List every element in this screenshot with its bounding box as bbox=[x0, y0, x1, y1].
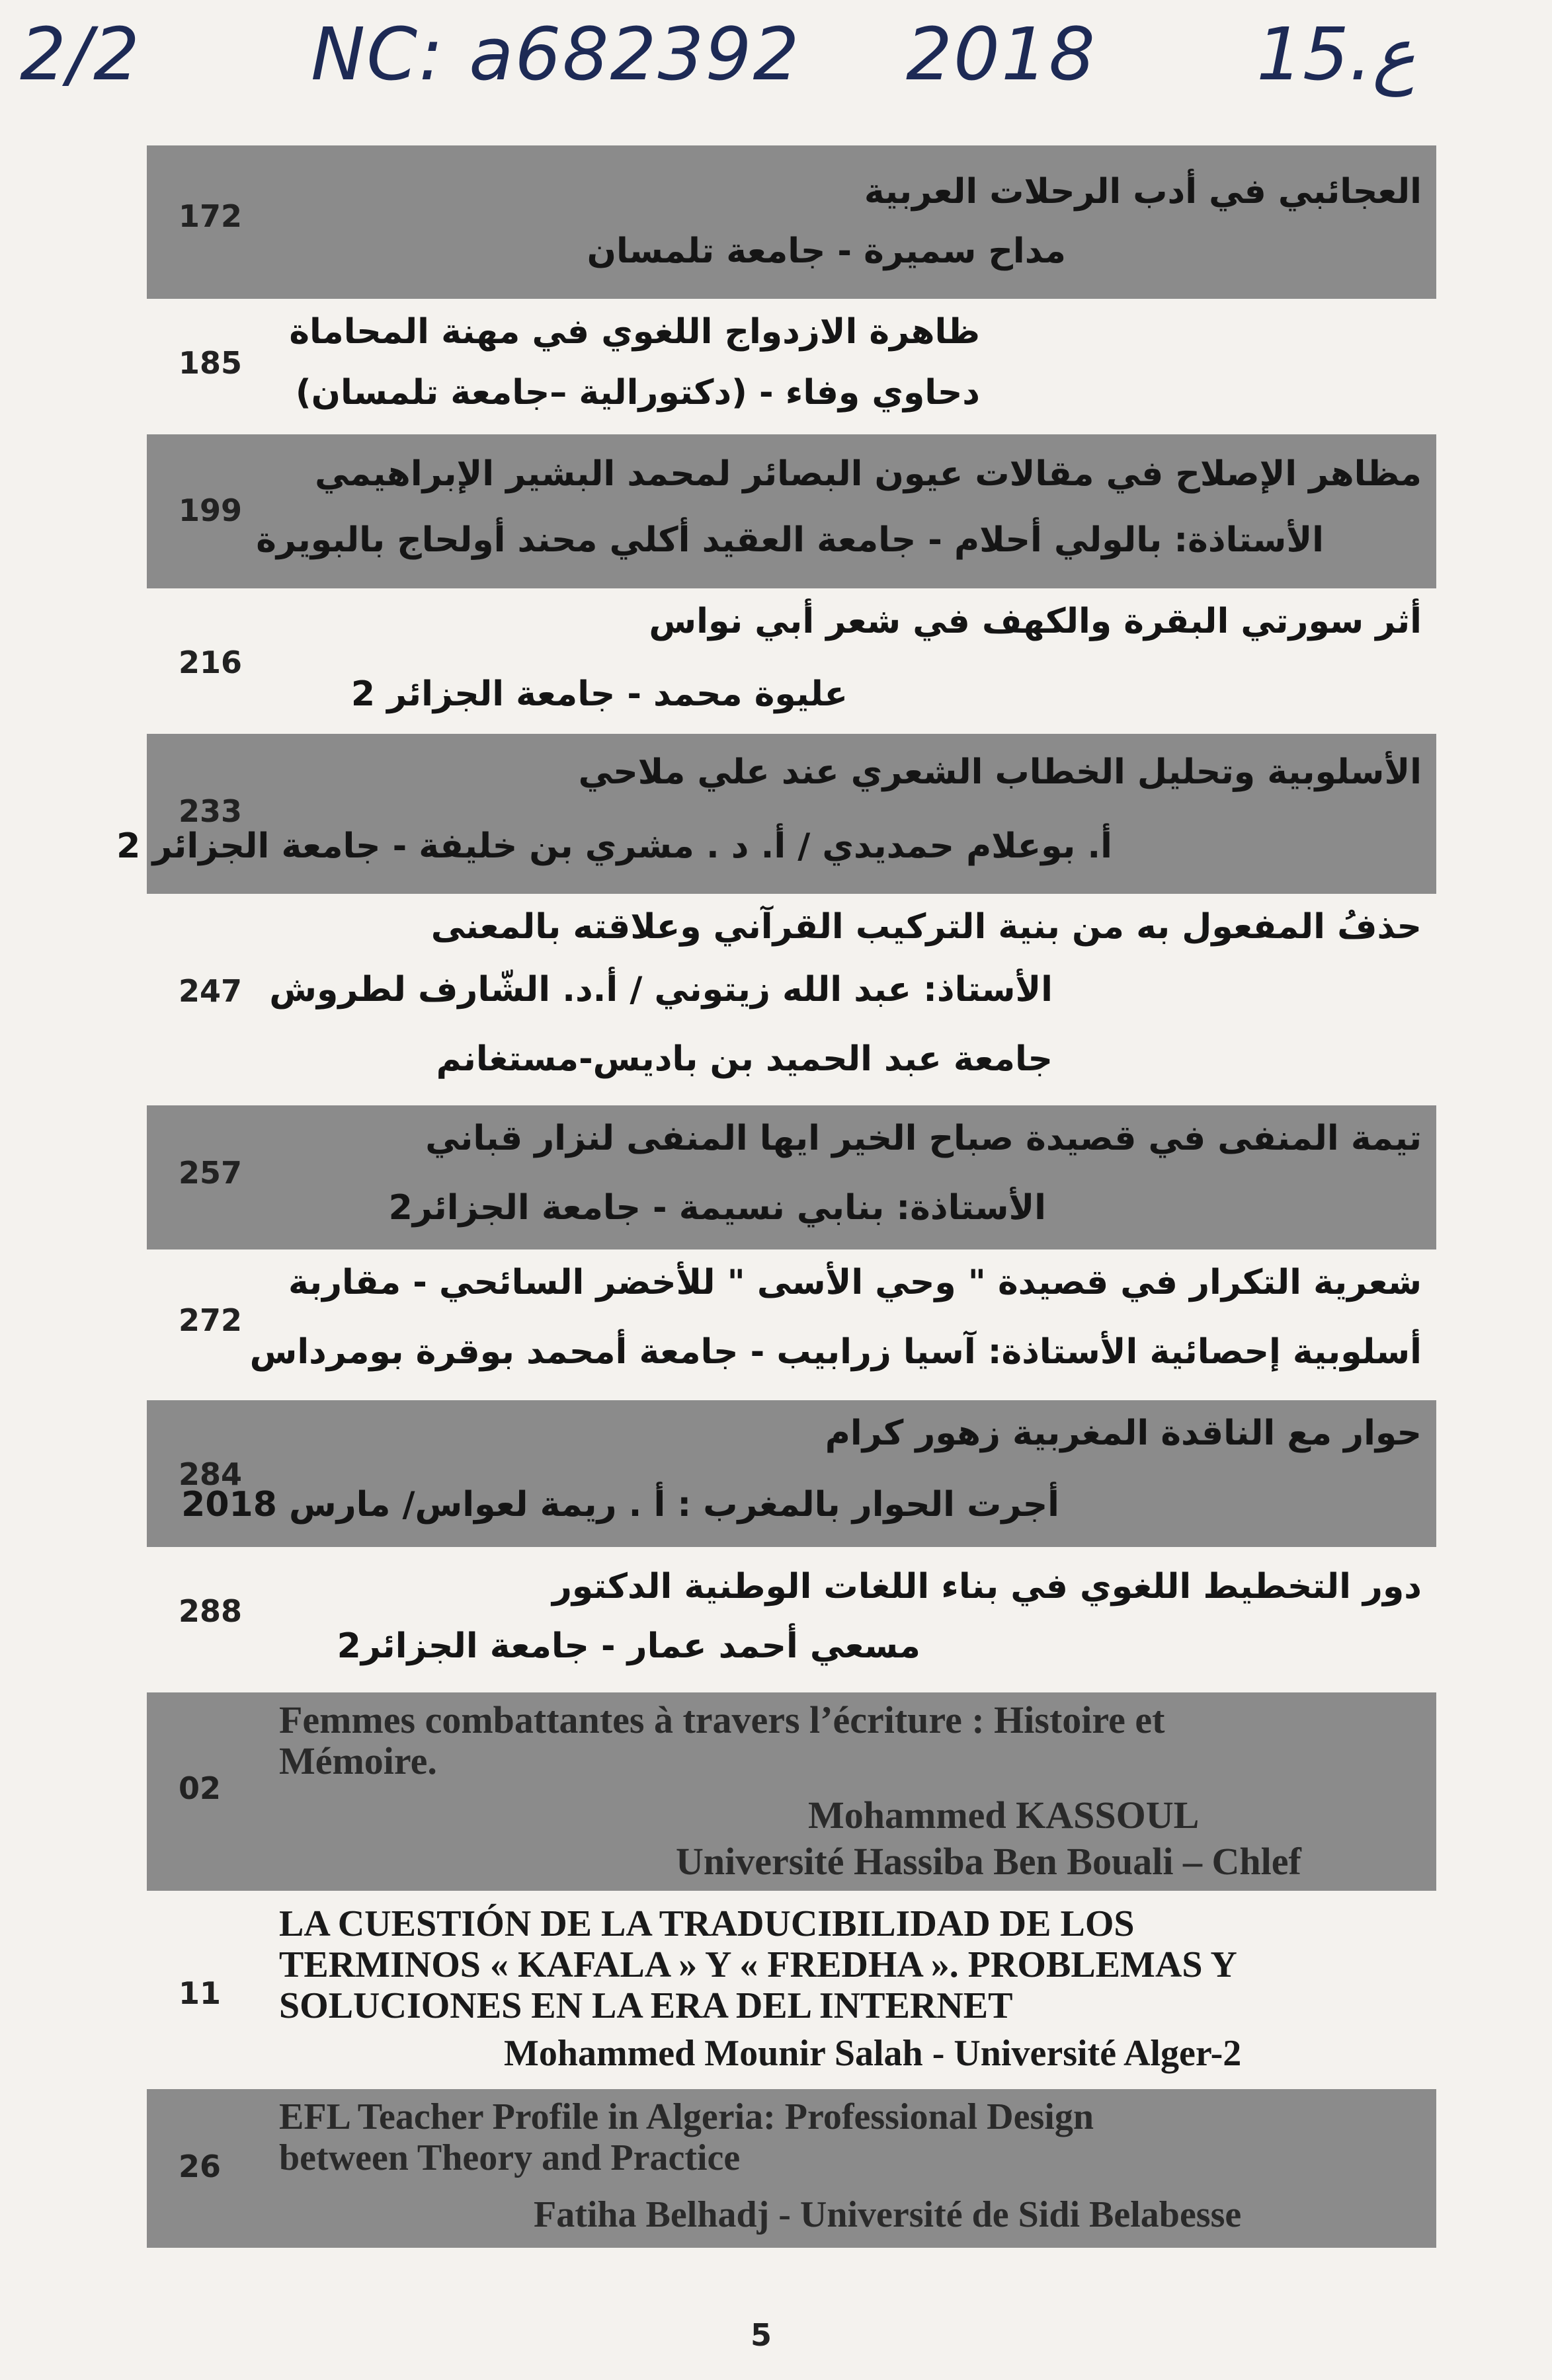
toc-entry bbox=[147, 299, 1436, 434]
page-ref: 216 bbox=[179, 645, 243, 680]
entry-author: مداح سميرة - جامعة تلمسان bbox=[587, 231, 1066, 271]
page-ref: 199 bbox=[179, 493, 243, 528]
entry-author: أ. بوعلام حمديدي / أ. د . مشري بن خليفة - جامعة الجزائر 2 bbox=[116, 826, 1112, 866]
toc-entry bbox=[147, 588, 1436, 734]
entry-title: ظاهرة الازدواج اللغوي في مهنة المحاماة bbox=[289, 312, 980, 352]
entry-title: شعرية التكرار في قصيدة " وحي الأسى " للأخضر السائحي - مقاربة bbox=[288, 1263, 1422, 1302]
toc-entry bbox=[147, 434, 1436, 588]
entry-author: أسلوبية إحصائية الأستاذة: آسيا زرابيب - جامعة أمحمد بوقرة بومرداس bbox=[249, 1332, 1422, 1372]
toc-entry bbox=[147, 145, 1436, 299]
entry-title: مظاهر الإصلاح في مقالات عيون البصائر لمحمد البشير الإبراهيمي bbox=[315, 454, 1422, 494]
toc-entry bbox=[147, 2089, 1436, 2248]
entry-author: Mohammed Mounir Salah - Université Alger-2 bbox=[504, 2033, 1242, 2074]
toc-entry bbox=[147, 1105, 1436, 1250]
toc-entry bbox=[147, 1891, 1436, 2089]
entry-title-line: TERMINOS « KAFALA » Y « FREDHA ». PROBLEMAS Y bbox=[279, 1944, 1237, 1985]
page-number: 5 bbox=[751, 2317, 772, 2353]
page-ref: 272 bbox=[179, 1302, 243, 1338]
entry-author: مسعي أحمد عمار - جامعة الجزائر2 bbox=[337, 1626, 920, 1666]
toc-entry bbox=[147, 894, 1436, 1105]
entry-title-line: LA CUESTIÓN DE LA TRADUCIBILIDAD DE LOS bbox=[279, 1903, 1135, 1944]
toc-entry bbox=[147, 1547, 1436, 1679]
entry-title: تيمة المنفى في قصيدة صباح الخير ايها المنفى لنزار قباني bbox=[425, 1119, 1422, 1158]
entry-title: دور التخطيط اللغوي في بناء اللغات الوطنية الدكتور bbox=[551, 1567, 1422, 1606]
entry-author: Fatiha Belhadj - Université de Sidi Belabesse bbox=[534, 2194, 1242, 2235]
handwritten-year: 2018 bbox=[906, 12, 1096, 97]
entry-title-line: Femmes combattantes à travers l’écriture : Histoire et bbox=[279, 1698, 1165, 1741]
page-ref: 11 bbox=[179, 1975, 222, 2011]
entry-affiliation: جامعة عبد الحميد بن باديس-مستغانم bbox=[436, 1039, 1053, 1079]
entry-author: الأستاذة: بنابي نسيمة - جامعة الجزائر2 bbox=[388, 1188, 1046, 1228]
toc-entry bbox=[147, 1400, 1436, 1547]
handwritten-call-number: NC: a682392 bbox=[311, 12, 801, 97]
toc-entry bbox=[147, 1692, 1436, 1891]
entry-author: الأستاذة: بالولي أحلام - جامعة العقيد أكلي محند أولحاج بالبويرة bbox=[256, 520, 1324, 560]
entry-author: Mohammed KASSOUL bbox=[808, 1794, 1200, 1837]
page-ref: 185 bbox=[179, 345, 243, 381]
page-ref: 172 bbox=[179, 198, 243, 234]
entry-title: حذفُ المفعول به من بنية التركيب القرآني وعلاقته بالمعنى bbox=[430, 907, 1422, 947]
entry-affiliation: Université Hassiba Ben Bouali – Chlef bbox=[676, 1840, 1301, 1883]
entry-title: أثر سورتي البقرة والكهف في شعر أبي نواس bbox=[649, 602, 1422, 641]
entry-author: عليوة محمد - جامعة الجزائر 2 bbox=[350, 674, 848, 714]
page-ref: 247 bbox=[179, 973, 243, 1009]
entry-title: الأسلوبية وتحليل الخطاب الشعري عند علي ملاحي bbox=[578, 752, 1422, 792]
toc-entry bbox=[147, 1250, 1436, 1400]
page-ref: 26 bbox=[179, 2149, 222, 2184]
entry-author: دحاوي وفاء - (دكتورالية –جامعة تلمسان) bbox=[295, 373, 980, 413]
toc-entry bbox=[116, 734, 1436, 894]
handwritten-issue: 15.ع bbox=[1256, 12, 1416, 97]
page-ref: 257 bbox=[179, 1155, 243, 1191]
entry-title-line: SOLUCIONES EN LA ERA DEL INTERNET bbox=[279, 1985, 1013, 2026]
entry-title-line: Mémoire. bbox=[279, 1739, 437, 1782]
page-ref: 02 bbox=[179, 1770, 222, 1806]
entry-author: الأستاذ: عبد الله زيتوني / أ.د. الشّارف لطروش bbox=[269, 970, 1053, 1010]
entry-author: أجرت الحوار بالمغرب : أ . ريمة لعواس/ مارس 2018 bbox=[181, 1485, 1059, 1525]
entry-title: العجائبي في أدب الرحلات العربية bbox=[864, 172, 1422, 212]
page-ref: 288 bbox=[179, 1593, 243, 1629]
entry-title-line: EFL Teacher Profile in Algeria: Professional Design bbox=[279, 2096, 1094, 2137]
handwritten-fraction: 2/2 bbox=[20, 12, 142, 97]
page-ref: 284 bbox=[179, 1456, 243, 1492]
entry-title-line: between Theory and Practice bbox=[279, 2137, 741, 2178]
entry-title: حوار مع الناقدة المغربية زهور كرام bbox=[825, 1413, 1422, 1453]
page-ref: 233 bbox=[179, 793, 243, 829]
